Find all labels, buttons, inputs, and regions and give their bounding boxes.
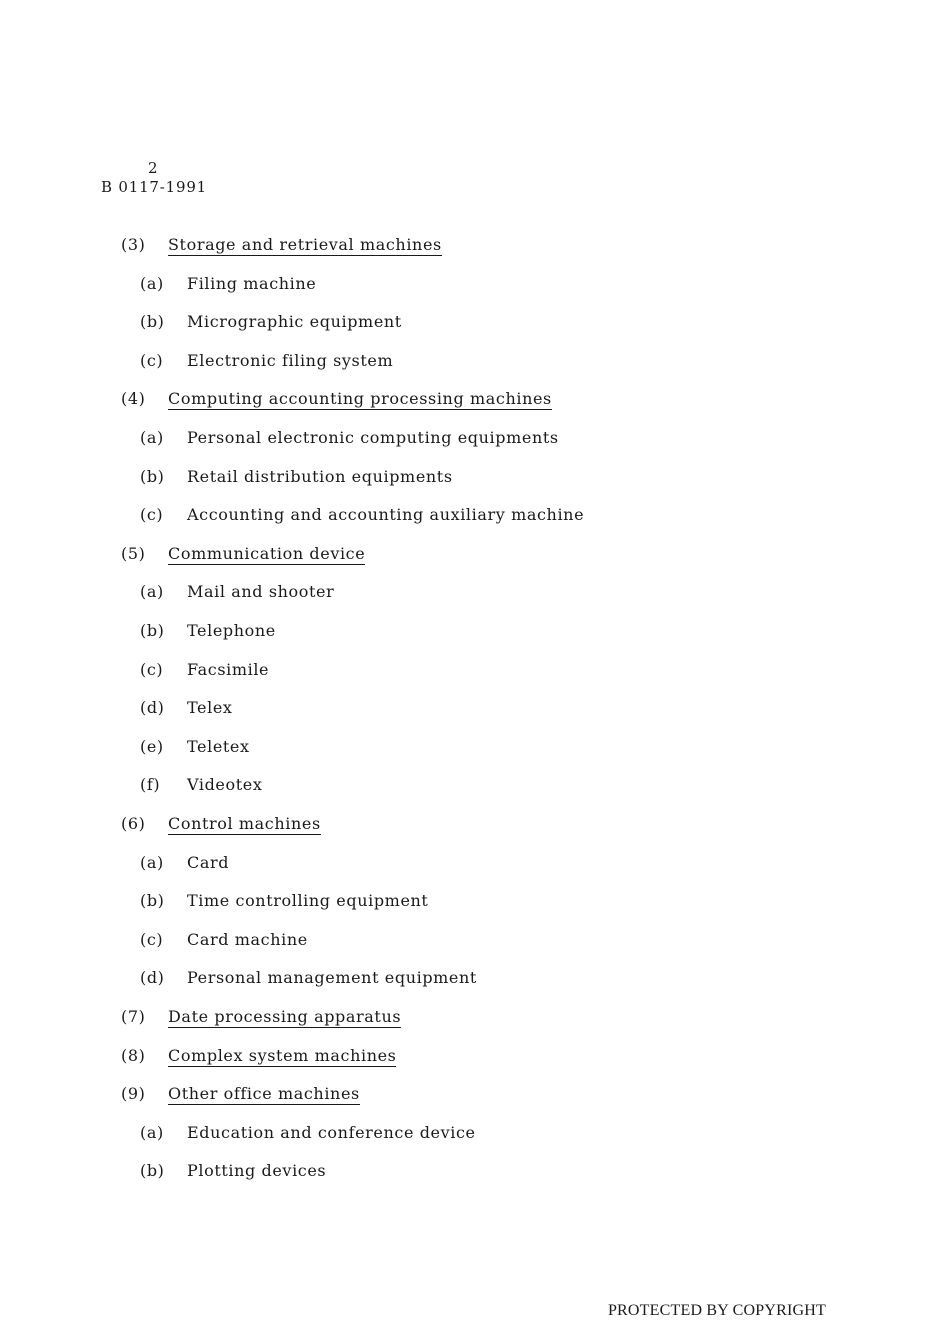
item-letter: (c): [140, 505, 164, 525]
item-text: Retail distribution equipments: [187, 466, 453, 486]
item-text: Electronic filing system: [187, 350, 394, 370]
item-letter: (c): [140, 659, 164, 679]
section-title: Other office machines: [168, 1084, 360, 1104]
item-letter: (a): [140, 273, 164, 293]
item-letter: (d): [140, 698, 165, 718]
section-number: (3): [121, 235, 146, 254]
section-title: Storage and retrieval machines: [168, 235, 442, 254]
item-text: Education and conference device: [187, 1122, 476, 1142]
item-letter: (a): [140, 428, 164, 447]
item-letter: (d): [140, 968, 165, 988]
item-letter: (b): [140, 312, 165, 332]
item-letter: (b): [140, 466, 165, 486]
copyright-notice: PROTECTED BY COPYRIGHT: [607, 1302, 826, 1319]
item-text: Telephone: [187, 621, 276, 640]
section-number: (5): [121, 543, 146, 563]
page-number: 2: [148, 159, 159, 177]
item-text: Card: [187, 852, 230, 872]
item-text: Micrographic equipment: [187, 312, 402, 332]
item-letter: (c): [140, 929, 164, 949]
section-number: (9): [121, 1084, 146, 1104]
section-title: Communication device: [168, 543, 366, 563]
section-title: Computing accounting processing machines: [168, 389, 552, 409]
item-letter: (b): [140, 891, 165, 911]
item-letter: (b): [140, 621, 165, 640]
section-number: (6): [121, 814, 146, 833]
item-text: Personal management equipment: [187, 968, 477, 988]
item-letter: (c): [140, 350, 164, 370]
item-letter: (f): [140, 775, 161, 795]
item-text: Time controlling equipment: [187, 891, 429, 911]
section-title: Complex system machines: [168, 1045, 397, 1065]
item-text: Telex: [187, 698, 233, 718]
item-letter: (b): [140, 1161, 165, 1181]
item-text: Videotex: [187, 775, 263, 795]
item-text: Personal electronic computing equipments: [187, 428, 559, 447]
item-text: Accounting and accounting auxiliary machine: [187, 505, 585, 525]
section-title: Date processing apparatus: [168, 1007, 402, 1026]
item-text: Plotting devices: [187, 1161, 327, 1181]
section-title: Control machines: [168, 814, 321, 833]
section-number: (7): [121, 1007, 146, 1026]
item-letter: (e): [140, 736, 164, 756]
item-letter: (a): [140, 1122, 164, 1142]
item-text: Teletex: [187, 736, 250, 756]
item-text: Card machine: [187, 929, 308, 949]
item-letter: (a): [140, 852, 164, 872]
section-number: (4): [121, 389, 146, 409]
document-code: B 0117-1991: [101, 178, 208, 196]
item-text: Filing machine: [187, 273, 317, 293]
section-number: (8): [121, 1045, 146, 1065]
item-letter: (a): [140, 582, 164, 602]
item-text: Mail and shooter: [187, 582, 335, 602]
item-text: Facsimile: [187, 659, 270, 679]
